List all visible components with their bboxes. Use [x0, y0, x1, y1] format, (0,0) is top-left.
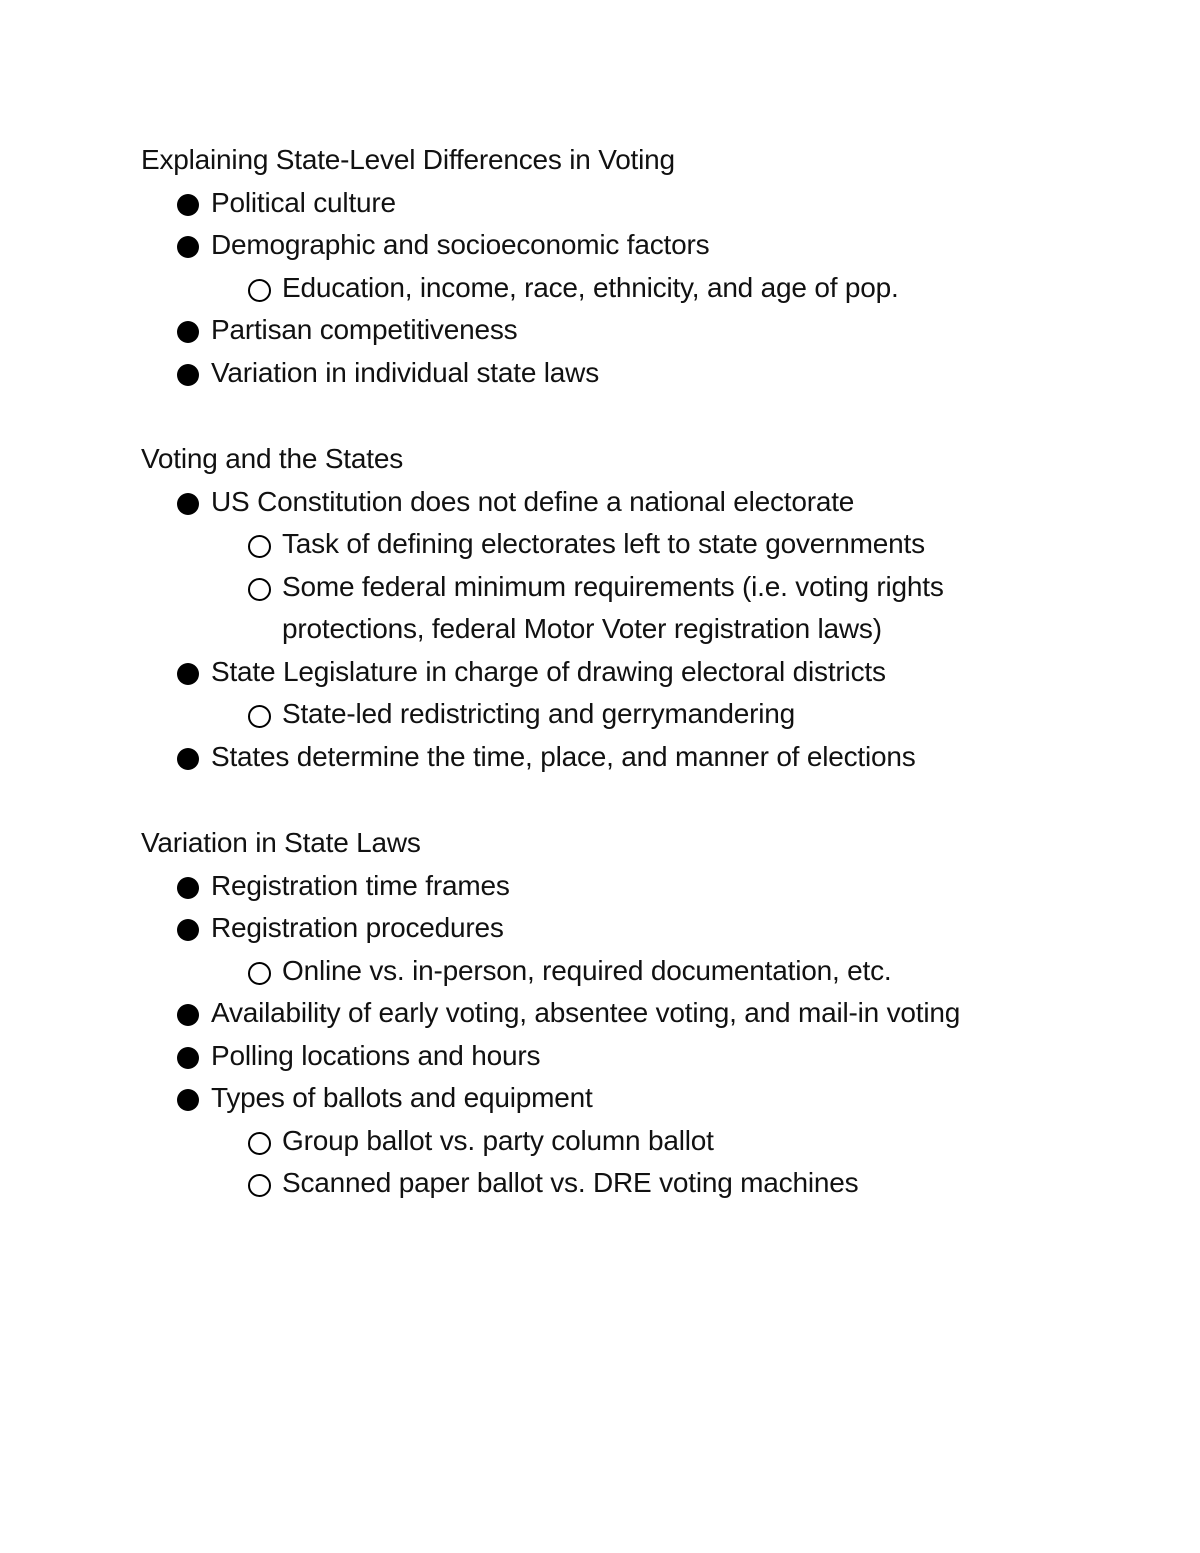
list-item	[141, 907, 1061, 950]
filled-bullet-icon	[177, 194, 199, 216]
list-item	[141, 992, 1061, 1035]
sublist-container	[141, 267, 1061, 310]
sub-list-item	[141, 1120, 1002, 1163]
sub-list-item	[141, 267, 1002, 310]
list-item	[141, 865, 1061, 908]
filled-bullet-icon	[177, 1047, 199, 1069]
section-heading: Voting and the States	[141, 443, 404, 474]
sub-list-item	[141, 950, 1002, 993]
bullet-list	[141, 481, 1061, 779]
sublist-container	[141, 1120, 1061, 1205]
list-item	[141, 182, 1061, 225]
sub-list-item-text: Task of defining electorates left to state governments	[282, 528, 925, 559]
list-item	[141, 651, 1061, 694]
sub-bullet-list	[141, 1120, 1061, 1205]
list-item	[141, 352, 1061, 395]
filled-bullet-icon	[177, 877, 199, 899]
bullet-list	[141, 182, 1061, 395]
list-item	[141, 309, 1061, 352]
list-item-text: Registration time frames	[211, 869, 510, 901]
list-item-text: Registration procedures	[211, 912, 504, 943]
sub-list-item	[141, 1162, 1002, 1205]
hollow-bullet-icon	[248, 578, 271, 601]
list-item-text: US Constitution does not define a national electorate	[211, 485, 855, 517]
section-heading: Explaining State-Level Differences in Voting	[141, 144, 675, 175]
list-item-text: States determine the time, place, and manner of elections	[211, 740, 916, 772]
list-item	[141, 1035, 1061, 1078]
bullet-list	[141, 865, 1061, 1205]
sub-list-item-text: Online vs. in-person, required documentation, etc.	[282, 954, 892, 986]
list-item	[141, 481, 1061, 524]
section-variation-state-laws	[141, 822, 1061, 1205]
sub-list-item	[141, 566, 1002, 651]
sub-list-item-text: Group ballot vs. party column ballot	[282, 1124, 714, 1156]
filled-bullet-icon	[177, 321, 199, 343]
list-item-text: Variation in individual state laws	[211, 356, 600, 388]
sublist-container	[141, 950, 1061, 993]
sub-bullet-list	[141, 950, 1061, 993]
sub-bullet-list	[141, 523, 1061, 651]
hollow-bullet-icon	[248, 1174, 271, 1197]
list-item-text: Polling locations and hours	[211, 1039, 541, 1071]
section-voting-and-states	[141, 438, 1061, 778]
filled-bullet-icon	[177, 364, 199, 386]
sub-list-item	[141, 693, 1002, 736]
filled-bullet-icon	[177, 919, 199, 941]
filled-bullet-icon	[177, 748, 199, 770]
list-item-text: Political culture	[211, 186, 396, 218]
sub-bullet-list	[141, 693, 1061, 736]
hollow-bullet-icon	[248, 279, 271, 302]
list-item-text: Demographic and socioeconomic factors	[211, 229, 710, 260]
section-heading: Variation in State Laws	[141, 827, 421, 858]
sublist-container	[141, 523, 1061, 651]
list-item-text: Partisan competitiveness	[211, 314, 518, 345]
sub-list-item-text: Some federal minimum requirements (i.e. voting rights protections, federal Motor Voter registration laws)	[282, 570, 944, 644]
sub-bullet-list	[141, 267, 1061, 310]
hollow-bullet-icon	[248, 962, 271, 985]
filled-bullet-icon	[177, 236, 199, 258]
hollow-bullet-icon	[248, 705, 271, 728]
filled-bullet-icon	[177, 663, 199, 685]
list-item-text: State Legislature in charge of drawing electoral districts	[211, 655, 886, 687]
section-explaining-differences	[141, 139, 1061, 394]
list-item-text: Availability of early voting, absentee voting, and mail-in voting	[211, 997, 961, 1028]
list-item-text: Types of ballots and equipment	[211, 1082, 593, 1113]
sublist-container	[141, 693, 1061, 736]
filled-bullet-icon	[177, 493, 199, 515]
list-item	[141, 1077, 1061, 1120]
sub-list-item	[141, 523, 1002, 566]
hollow-bullet-icon	[248, 535, 271, 558]
hollow-bullet-icon	[248, 1132, 271, 1155]
list-item	[141, 736, 1061, 779]
sub-list-item-text: Scanned paper ballot vs. DRE voting machines	[282, 1167, 859, 1198]
sub-list-item-text: State-led redistricting and gerrymandering	[282, 698, 795, 729]
filled-bullet-icon	[177, 1004, 199, 1026]
filled-bullet-icon	[177, 1089, 199, 1111]
sub-list-item-text: Education, income, race, ethnicity, and age of pop.	[282, 271, 899, 303]
list-item	[141, 224, 1061, 267]
